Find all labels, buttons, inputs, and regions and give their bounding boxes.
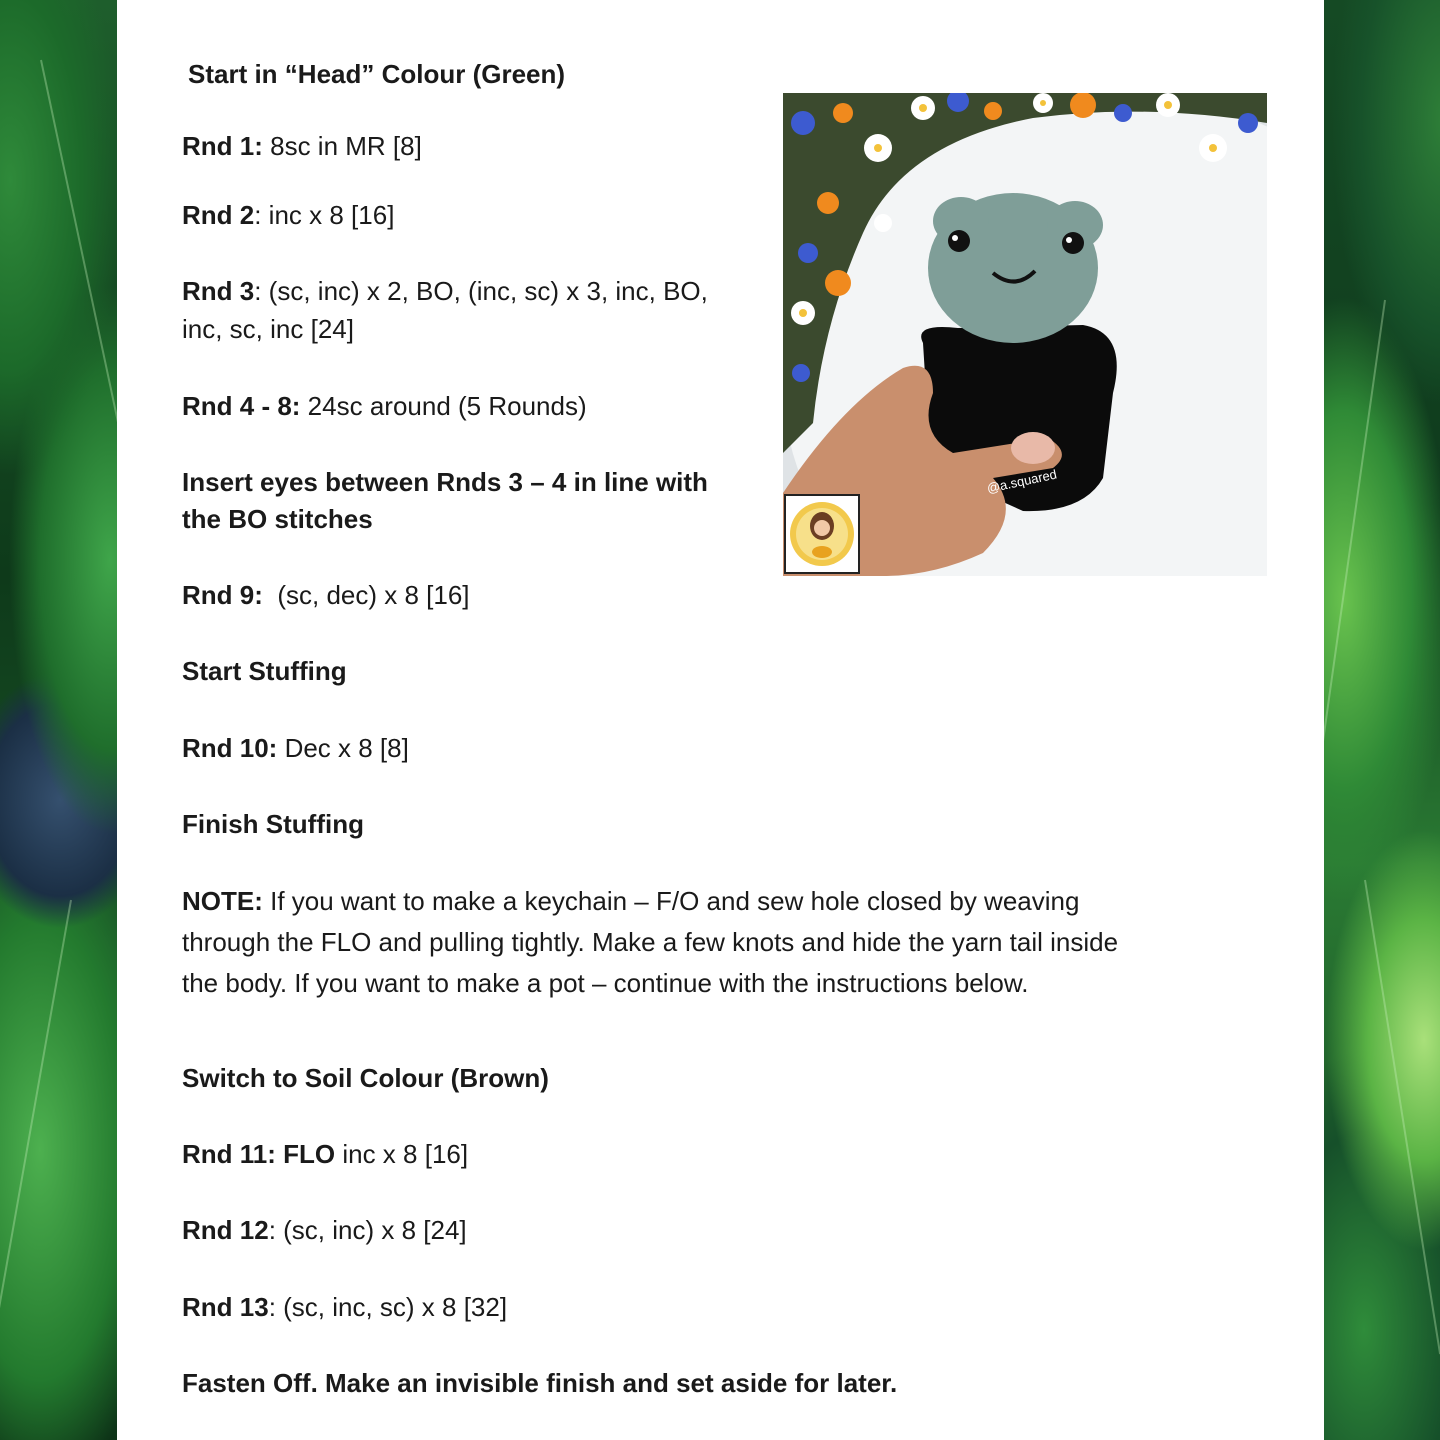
- finish-stuffing: Finish Stuffing: [182, 809, 364, 839]
- round-1: [182, 128, 422, 165]
- eyes-instruction: Insert eyes between Rnds 3 – 4 in line with: [182, 467, 708, 497]
- section-heading-soil: Switch to Soil Colour (Brown): [182, 1063, 549, 1093]
- round-9: [182, 577, 470, 614]
- round-label: Rnd 11: FLO: [182, 1139, 336, 1169]
- round-text: inc x 8 [16]: [335, 1139, 469, 1169]
- round-label: Rnd 1:: [182, 131, 263, 161]
- eyes-instruction-continued: the BO stitches: [182, 504, 373, 534]
- note-line-3: the body. If you want to make a pot – continue with the instructions below.: [182, 968, 1029, 998]
- leaf-vein: [1364, 880, 1440, 1354]
- leaf-background-left: [0, 0, 117, 1440]
- logo-illustration: [786, 496, 858, 572]
- round-text: : (sc, inc) x 2, BO, (inc, sc) x 3, inc, BO,: [254, 276, 708, 306]
- round-label: Rnd 4 - 8:: [182, 391, 301, 421]
- round-label: Rnd 10:: [182, 733, 278, 763]
- round-12: [182, 1212, 467, 1249]
- round-text: 8sc in MR [8]: [262, 131, 422, 161]
- note-line-2: through the FLO and pulling tightly. Make a few knots and hide the yarn tail inside: [182, 927, 1119, 957]
- round-label: Rnd 3: [182, 276, 255, 306]
- round-2: [182, 197, 394, 234]
- round-text: : (sc, inc, sc) x 8 [32]: [268, 1292, 508, 1322]
- start-stuffing: Start Stuffing: [182, 656, 347, 686]
- round-label: Rnd 2: [182, 200, 255, 230]
- round-label: Rnd 9:: [182, 580, 263, 610]
- round-11: [182, 1136, 468, 1173]
- round-10: [182, 730, 409, 767]
- leaf-vein: [0, 900, 72, 1393]
- round-label: Rnd 12: [182, 1215, 269, 1245]
- pattern-page: [117, 0, 1324, 1440]
- note-text: If you want to make a keychain – F/O and sew hole closed by weaving: [262, 886, 1080, 916]
- leaf-vein: [1324, 300, 1386, 815]
- round-text: Dec x 8 [8]: [277, 733, 409, 763]
- round-4-8: [182, 388, 587, 425]
- round-13: [182, 1289, 507, 1326]
- leaf-vein: [40, 60, 117, 471]
- round-text: 24sc around (5 Rounds): [300, 391, 587, 421]
- fasten-off-instruction: Fasten Off. Make an invisible finish and set aside for later.: [182, 1368, 898, 1398]
- round-3: [182, 273, 708, 310]
- round-3-continued: inc, sc, inc [24]: [182, 314, 354, 344]
- leaf-background-right: [1324, 0, 1440, 1440]
- round-text: : inc x 8 [16]: [254, 200, 395, 230]
- note-label: NOTE:: [182, 886, 263, 916]
- round-label: Rnd 13: [182, 1292, 269, 1322]
- note-line-1: [182, 881, 1242, 922]
- note-paragraph: [182, 881, 1242, 1004]
- round-text: (sc, dec) x 8 [16]: [262, 580, 470, 610]
- logo-badge: [784, 494, 860, 574]
- watermark-text: @a.squared: [985, 466, 1059, 496]
- section-heading-head: Start in “Head” Colour (Green): [188, 59, 566, 89]
- round-text: : (sc, inc) x 8 [24]: [268, 1215, 467, 1245]
